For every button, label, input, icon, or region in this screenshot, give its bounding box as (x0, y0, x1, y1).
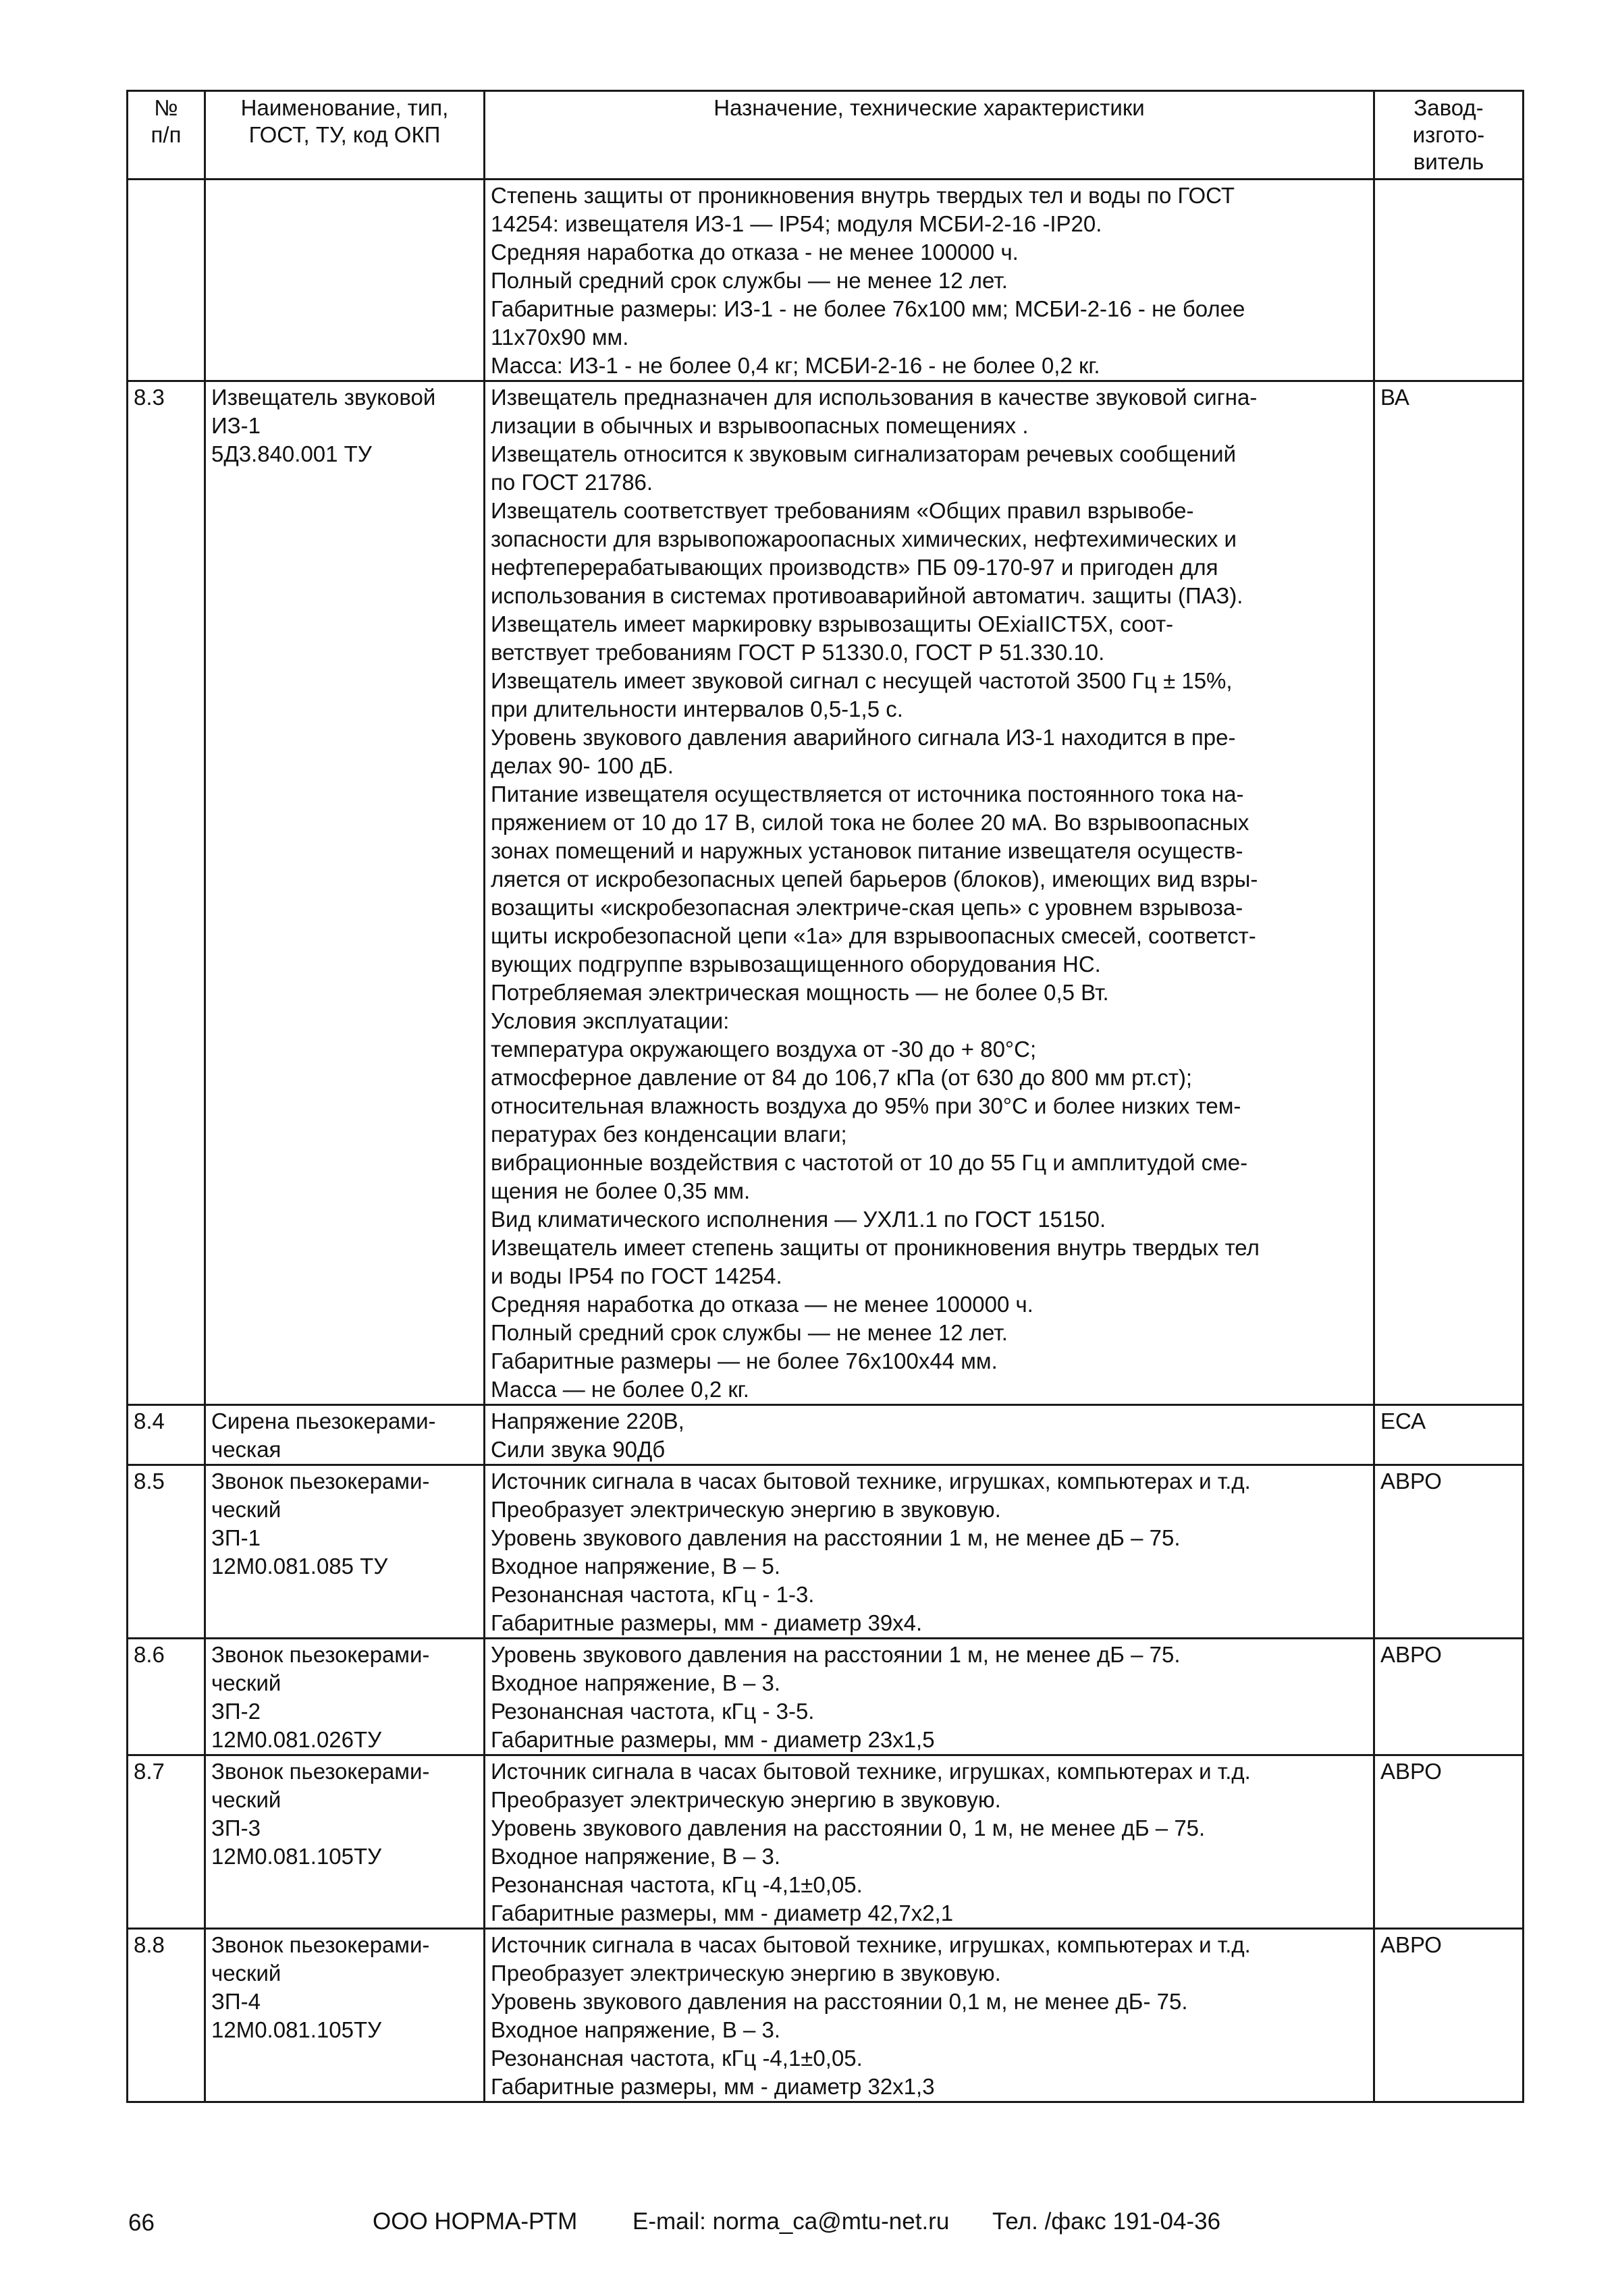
item-name-line: ЗП-4 (211, 1989, 261, 2014)
item-description-line: Источник сигнала в часах бытовой технике, игрушках, компьютерах и т.д. (491, 1469, 1251, 1494)
item-name-line: ческая (211, 1437, 281, 1462)
item-description-line: Масса — не более 0,2 кг. (491, 1377, 749, 1402)
item-name-line: 5Д3.840.001 ТУ (211, 441, 372, 466)
item-description-line: при длительности интервалов 0,5-1,5 с. (491, 696, 903, 721)
item-description-line: Питание извещателя осуществляется от источника постоянного тока на- (491, 782, 1244, 807)
item-name-line: Звонок пьезокерами- (211, 1932, 430, 1957)
item-description-line: лизации в обычных и взрывоопасных помещениях . (491, 413, 1029, 438)
item-description-line: температура окружающего воздуха от -30 до + 80°С; (491, 1037, 1037, 1062)
item-name-line: 12М0.081.105ТУ (211, 2017, 382, 2042)
item-description-line: щения не более 0,35 мм. (491, 1178, 751, 1203)
item-name (205, 381, 485, 1405)
item-description-line: Вид климатического исполнения — УХЛ1.1 по ГОСТ 15150. (491, 1207, 1106, 1232)
header-manufacturer-line: Завод- (1413, 95, 1484, 120)
item-name-line: Звонок пьезокерами- (211, 1642, 430, 1667)
header-number-line: п/п (151, 122, 182, 147)
item-description-line: Полный средний срок службы — не менее 12 лет. (491, 268, 1008, 293)
item-description-line: по ГОСТ 21786. (491, 470, 653, 495)
item-name-line: 12М0.081.026ТУ (211, 1727, 382, 1752)
item-description-line: Входное напряжение, В – 3. (491, 2017, 781, 2042)
item-description-line: и воды IP54 по ГОСТ 14254. (491, 1263, 782, 1288)
item-number: 8.8 (128, 1929, 205, 2102)
item-description-line: пературах без конденсации влаги; (491, 1122, 847, 1147)
item-description-line: Сили звука 90Дб (491, 1437, 666, 1462)
page-footer (0, 2208, 1616, 2242)
item-description-line: 14254: извещателя ИЗ-1 — IP54; модуля МСБИ-2-16 -IP20. (491, 211, 1102, 236)
table-body (128, 180, 1524, 2102)
item-manufacturer: ВА (1374, 381, 1524, 1405)
item-description-line: щиты искробезопасной цепи «1а» для взрывоопасных смесей, соответст- (491, 923, 1256, 948)
item-description-line: Габаритные размеры, мм - диаметр 42,7х2,1 (491, 1901, 954, 1925)
item-description-line: Преобразует электрическую энергию в звуковую. (491, 1497, 1001, 1522)
item-description-line: Средняя наработка до отказа - не менее 100000 ч. (491, 240, 1019, 265)
footer-company: ООО НОРМА-РТМ (373, 2208, 578, 2235)
item-description-line: Полный средний срок службы — не менее 12 лет. (491, 1320, 1008, 1345)
table-row (128, 381, 1524, 1405)
item-description-line: Входное напряжение, В – 5. (491, 1554, 781, 1579)
item-description-line: Резонансная частота, кГц -4,1±0,05. (491, 1872, 863, 1897)
item-description-line: Резонансная частота, кГц -4,1±0,05. (491, 2046, 863, 2071)
header-description (485, 91, 1374, 180)
item-description-line: Извещатель имеет степень защиты от проникновения внутрь твердых тел (491, 1235, 1260, 1260)
item-description-line: Габаритные размеры, мм - диаметр 32х1,3 (491, 2074, 935, 2099)
item-number (128, 180, 205, 381)
item-description-line: Извещатель имеет звуковой сигнал с несущей частотой 3500 Гц ± 15%, (491, 668, 1233, 693)
item-description-line: Резонансная частота, кГц - 3-5. (491, 1699, 815, 1724)
header-name-line: ГОСТ, ТУ, код ОКП (248, 122, 441, 147)
item-manufacturer: АВРО (1374, 1755, 1524, 1929)
item-name-line: ческий (211, 1787, 281, 1812)
item-description (485, 180, 1374, 381)
item-description-line: Входное напряжение, В – 3. (491, 1844, 781, 1869)
item-description-line: Источник сигнала в часах бытовой технике, игрушках, компьютерах и т.д. (491, 1759, 1251, 1784)
item-description-line: пряжением от 10 до 17 В, силой тока не более 20 мА. Во взрывоопасных (491, 810, 1249, 835)
item-name-line: Извещатель звуковой (211, 385, 436, 410)
item-description (485, 1639, 1374, 1755)
table-row (128, 1639, 1524, 1755)
item-description (485, 1929, 1374, 2102)
item-description-line: Уровень звукового давления на расстоянии 1 м, не менее дБ – 75. (491, 1525, 1181, 1550)
item-manufacturer (1374, 180, 1524, 381)
header-number-line: № (154, 95, 178, 120)
item-description-line: Уровень звукового давления на расстоянии 0, 1 м, не менее дБ – 75. (491, 1815, 1206, 1840)
item-description-line: вибрационные воздействия с частотой от 10 до 55 Гц и амплитудой сме- (491, 1150, 1248, 1175)
item-number: 8.7 (128, 1755, 205, 1929)
item-name (205, 1639, 485, 1755)
header-manufacturer-line: витель (1413, 149, 1484, 174)
item-description-line: Уровень звукового давления аварийного сигнала ИЗ-1 находится в пре- (491, 725, 1236, 750)
table-row (128, 1929, 1524, 2102)
item-manufacturer: АВРО (1374, 1639, 1524, 1755)
item-manufacturer: АВРО (1374, 1929, 1524, 2102)
item-description-line: Источник сигнала в часах бытовой технике, игрушках, компьютерах и т.д. (491, 1932, 1251, 1957)
spec-sheet (126, 90, 1522, 2103)
item-number: 8.6 (128, 1639, 205, 1755)
table-row (128, 1465, 1524, 1639)
item-description-line: делах 90- 100 дБ. (491, 753, 674, 778)
header-manufacturer (1374, 91, 1524, 180)
item-description (485, 381, 1374, 1405)
item-description-line: Напряжение 220В, (491, 1409, 684, 1433)
item-description-line: Резонансная частота, кГц - 1-3. (491, 1582, 815, 1607)
item-manufacturer: ЕСА (1374, 1405, 1524, 1465)
item-description-line: Средняя наработка до отказа — не менее 100000 ч. (491, 1292, 1033, 1317)
item-name-line: ческий (211, 1670, 281, 1695)
item-description-line: Условия эксплуатации: (491, 1008, 730, 1033)
item-description (485, 1405, 1374, 1465)
item-description-line: Извещатель предназначен для использования в качестве звуковой сигна- (491, 385, 1258, 410)
item-description-line: зопасности для взрывопожароопасных химических, нефтехимических и (491, 526, 1237, 551)
item-number: 8.4 (128, 1405, 205, 1465)
item-description-line: Потребляемая электрическая мощность — не более 0,5 Вт. (491, 980, 1109, 1005)
item-name (205, 1929, 485, 2102)
item-name-line: Звонок пьезокерами- (211, 1469, 430, 1494)
item-description-line: Преобразует электрическую энергию в звуковую. (491, 1961, 1001, 1986)
footer-email: E-mail: norma_ca@mtu-net.ru (632, 2208, 950, 2235)
item-description-line: Уровень звукового давления на расстоянии 0,1 м, не менее дБ- 75. (491, 1989, 1188, 2014)
item-name-line: ческий (211, 1961, 281, 1986)
item-name-line: Сирена пьезокерами- (211, 1409, 436, 1433)
header-manufacturer-line: изгото- (1412, 122, 1485, 147)
item-description (485, 1755, 1374, 1929)
header-name-line: Наименование, тип, (240, 95, 449, 120)
item-description-line: Уровень звукового давления на расстоянии 1 м, не менее дБ – 75. (491, 1642, 1181, 1667)
item-name-line: 12М0.081.085 ТУ (211, 1554, 388, 1579)
header-description-line: Назначение, технические характеристики (713, 95, 1145, 120)
page-number: 66 (128, 2210, 155, 2236)
item-description-line: относительная влажность воздуха до 95% при 30°С и более низких тем- (491, 1093, 1241, 1118)
item-description-line: ляется от искробезопасных цепей барьеров (блоков), имеющих вид взры- (491, 867, 1258, 892)
item-description-line: Извещатель имеет маркировку взрывозащиты OExiaIICT5X, соот- (491, 611, 1174, 636)
item-description-line: атмосферное давление от 84 до 106,7 кПа (от 630 до 800 мм рт.ст); (491, 1065, 1193, 1090)
item-description-line: 11х70х90 мм. (491, 325, 629, 350)
item-name-line: ческий (211, 1497, 281, 1522)
item-description-line: Входное напряжение, В – 3. (491, 1670, 781, 1695)
item-description-line: зонах помещений и наружных установок питание извещателя осуществ- (491, 838, 1243, 863)
footer-phone: Тел. /факс 191-04-36 (992, 2208, 1221, 2235)
item-description-line: использования в системах противоаварийной автоматич. защиты (ПАЗ). (491, 583, 1243, 608)
table-row (128, 1755, 1524, 1929)
item-name-line: Звонок пьезокерами- (211, 1759, 430, 1784)
item-name (205, 1755, 485, 1929)
item-description-line: Преобразует электрическую энергию в звуковую. (491, 1787, 1001, 1812)
item-name-line: ЗП-2 (211, 1699, 261, 1724)
item-description-line: Извещатель соответствует требованиям «Общих правил взрывобе- (491, 498, 1194, 523)
item-manufacturer: АВРО (1374, 1465, 1524, 1639)
item-name (205, 180, 485, 381)
item-description-line: Степень защиты от проникновения внутрь твердых тел и воды по ГОСТ (491, 183, 1235, 208)
item-description-line: Габаритные размеры: ИЗ-1 - не более 76х100 мм; МСБИ-2-16 - не более (491, 296, 1245, 321)
item-name-line: ИЗ-1 (211, 413, 261, 438)
header-row (128, 91, 1524, 180)
item-name-line: 12М0.081.105ТУ (211, 1844, 382, 1869)
specification-table (126, 90, 1524, 2103)
item-name-line: ЗП-3 (211, 1815, 261, 1840)
item-description-line: нефтеперерабатывающих производств» ПБ 09-170-97 и пригоден для (491, 555, 1218, 580)
item-description-line: Габаритные размеры, мм - диаметр 39х4. (491, 1610, 923, 1635)
item-name (205, 1465, 485, 1639)
item-description-line: Габаритные размеры — не более 76х100х44 мм. (491, 1348, 998, 1373)
table-row (128, 1405, 1524, 1465)
item-description-line: возащиты «искробезопасная электриче-ская цепь» с уровнем взрывоза- (491, 895, 1243, 920)
item-description-line: Габаритные размеры, мм - диаметр 23х1,5 (491, 1727, 935, 1752)
item-number: 8.3 (128, 381, 205, 1405)
item-description-line: Извещатель относится к звуковым сигнализаторам речевых сообщений (491, 441, 1237, 466)
item-name-line: ЗП-1 (211, 1525, 261, 1550)
item-number: 8.5 (128, 1465, 205, 1639)
item-description-line: ветствует требованиям ГОСТ Р 51330.0, ГОСТ Р 51.330.10. (491, 640, 1105, 665)
item-name (205, 1405, 485, 1465)
item-description-line: Масса: ИЗ-1 - не более 0,4 кг; МСБИ-2-16 - не более 0,2 кг. (491, 353, 1100, 378)
table-row (128, 180, 1524, 381)
header-name (205, 91, 485, 180)
header-number (128, 91, 205, 180)
item-description-line: вующих подгруппе взрывозащищенного оборудования НС. (491, 952, 1101, 977)
item-description (485, 1465, 1374, 1639)
